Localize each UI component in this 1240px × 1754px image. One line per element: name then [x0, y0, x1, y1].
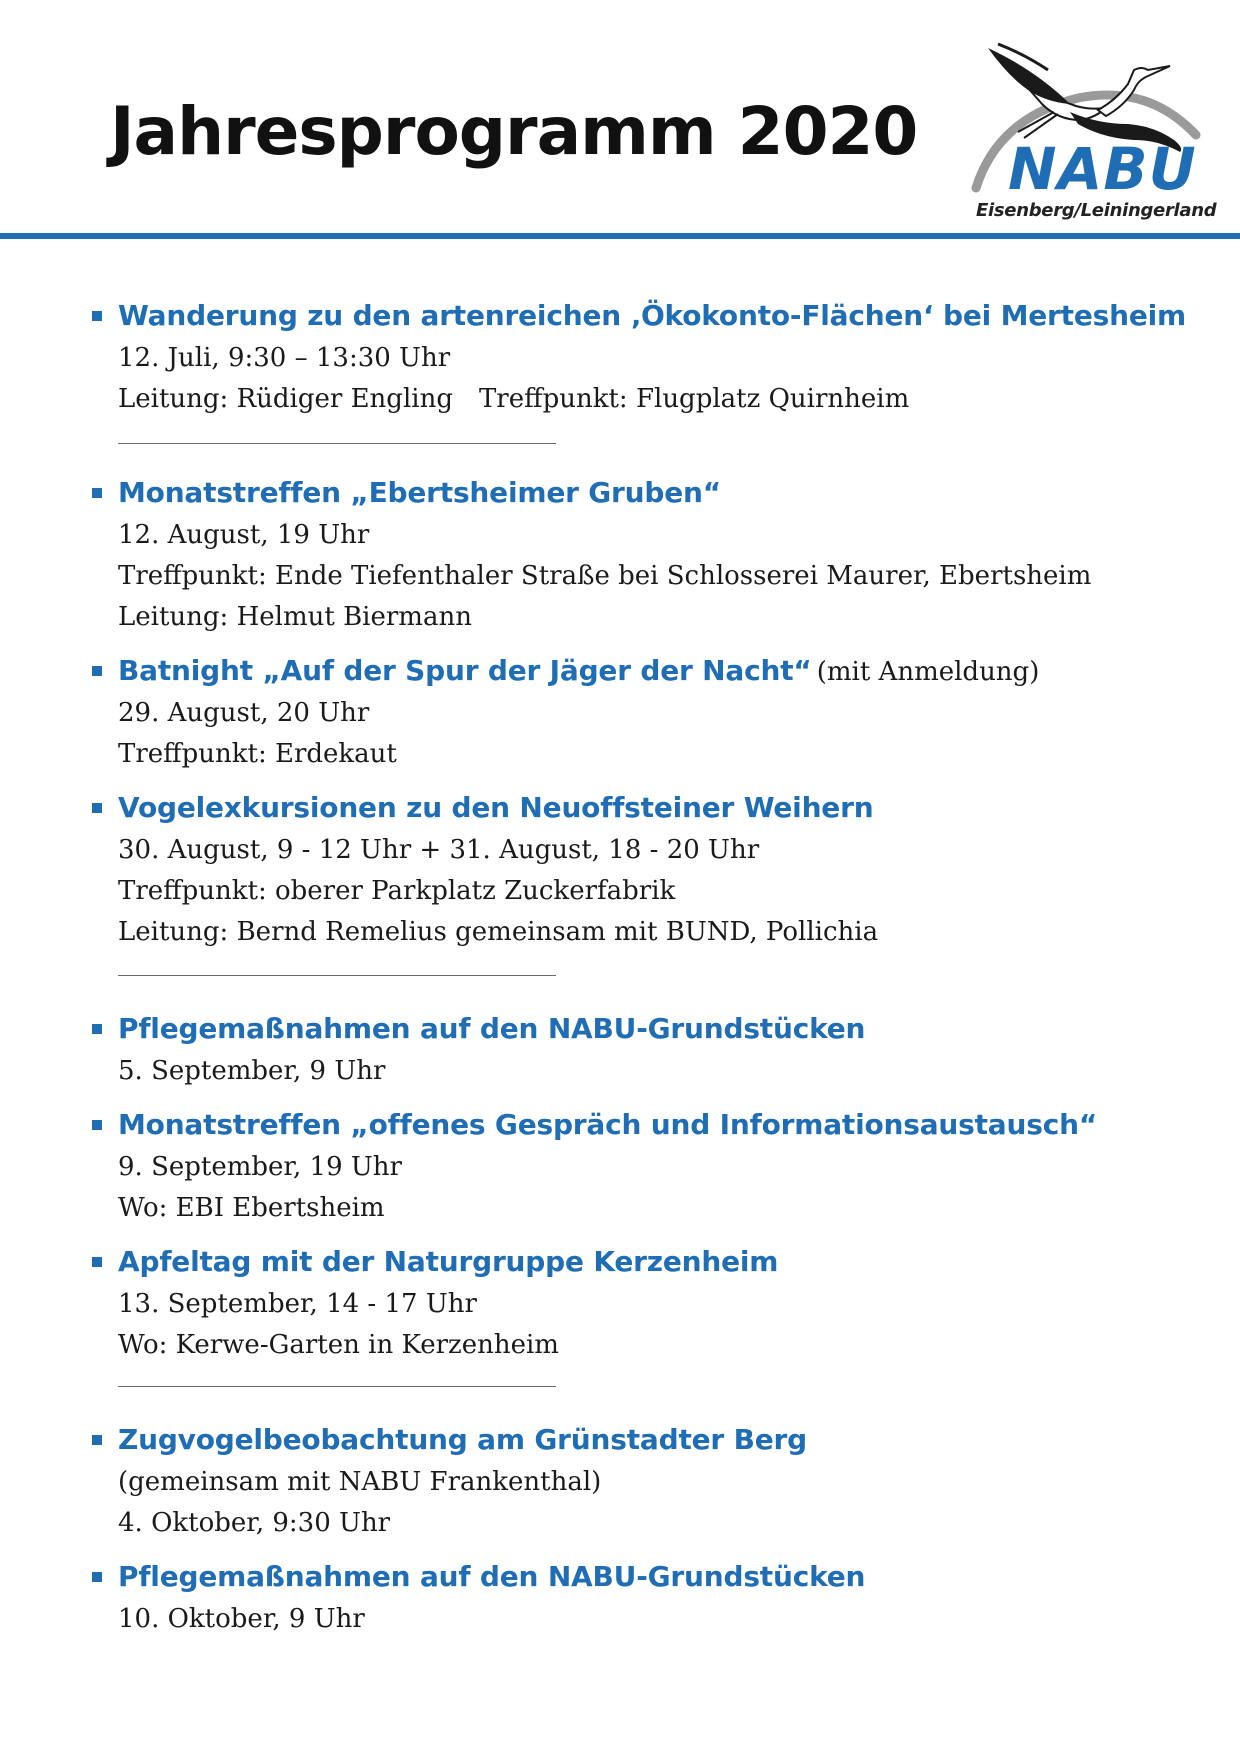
event-item — [92, 471, 1222, 638]
event-title: Pflegemaßnahmen auf den NABU-Grundstücken — [118, 1560, 866, 1593]
logo-wordmark: NABU — [1008, 135, 1197, 203]
event-date: 10. Oktober, 9 Uhr — [118, 1604, 365, 1634]
event-location: Wo: Kerwe-Garten in Kerzenheim — [118, 1330, 559, 1360]
event-leitung: Leitung: Helmut Biermann — [118, 602, 472, 632]
event-leitung: Leitung: Rüdiger Engling — [118, 384, 453, 414]
event-title: Vogelexkursionen zu den Neuoffsteiner Weihern — [118, 791, 874, 824]
event-header — [92, 1103, 1222, 1147]
event-leitung: Leitung: Bernd Remelius gemeinsam mit BUND, Pollichia — [118, 917, 879, 947]
event-date: 5. September, 9 Uhr — [118, 1056, 386, 1086]
event-location: Wo: EBI Ebertsheim — [118, 1193, 385, 1223]
event-header — [92, 649, 1222, 693]
event-title: Pflegemaßnahmen auf den NABU-Grundstücken — [118, 1012, 866, 1045]
bullet-icon — [92, 1120, 102, 1130]
bullet-icon — [92, 1572, 102, 1582]
separator-line — [118, 443, 556, 444]
event-note: (mit Anmeldung) — [816, 657, 1040, 687]
bullet-icon — [92, 1024, 102, 1034]
event-title: Apfeltag mit der Naturgruppe Kerzenheim — [118, 1245, 779, 1278]
event-date: 9. September, 19 Uhr — [118, 1152, 402, 1182]
event-details — [92, 379, 1222, 420]
event-date: 30. August, 9 - 12 Uhr + 31. August, 18 - 20 Uhr — [118, 835, 760, 865]
event-header — [92, 294, 1222, 338]
event-date: 12. Juli, 9:30 – 13:30 Uhr — [118, 343, 451, 373]
bullet-icon — [92, 311, 102, 321]
event-date: 4. Oktober, 9:30 Uhr — [118, 1508, 391, 1538]
event-header — [92, 1555, 1222, 1599]
event-item — [92, 1418, 1222, 1544]
event-location: Treffpunkt: Erdekaut — [118, 739, 397, 769]
event-header — [92, 1240, 1222, 1284]
event-date: 12. August, 19 Uhr — [118, 520, 370, 550]
event-note: (gemeinsam mit NABU Frankenthal) — [118, 1467, 602, 1497]
separator-line — [118, 975, 556, 976]
event-date: 13. September, 14 - 17 Uhr — [118, 1289, 477, 1319]
event-header — [92, 786, 1222, 830]
event-date: 29. August, 20 Uhr — [118, 698, 370, 728]
event-title: Wanderung zu den artenreichen ‚Ökokonto-Flächen‘ bei Mertesheim — [118, 299, 1186, 332]
logo-subtitle: Eisenberg/Leiningerland — [976, 200, 1217, 221]
event-title: Monatstreffen „Ebertsheimer Gruben“ — [118, 476, 721, 509]
bullet-icon — [92, 666, 102, 676]
event-item — [92, 1007, 1222, 1092]
event-location: Treffpunkt: Ende Tiefenthaler Straße bei Schlosserei Maurer, Ebertsheim — [118, 561, 1092, 591]
event-title: Monatstreffen „offenes Gespräch und Informationsaustausch“ — [118, 1108, 1098, 1141]
event-title: Batnight „Auf der Spur der Jäger der Nacht“ — [118, 654, 812, 687]
bullet-icon — [92, 1257, 102, 1267]
event-item — [92, 1555, 1222, 1640]
bullet-icon — [92, 488, 102, 498]
event-header — [92, 1007, 1222, 1051]
event-header — [92, 1418, 1222, 1462]
bullet-icon — [92, 1435, 102, 1445]
event-treffpunkt: Treffpunkt: Flugplatz Quirnheim — [478, 384, 910, 414]
separator-line — [118, 1386, 556, 1387]
page-title: Jahresprogramm 2020 — [110, 93, 918, 170]
event-location: Treffpunkt: oberer Parkplatz Zuckerfabrik — [118, 876, 676, 906]
event-header — [92, 471, 1222, 515]
event-item — [92, 649, 1222, 775]
event-item — [92, 1240, 1222, 1366]
event-item — [92, 294, 1222, 420]
event-title: Zugvogelbeobachtung am Grünstadter Berg — [118, 1423, 807, 1456]
event-item — [92, 786, 1222, 953]
bullet-icon — [92, 803, 102, 813]
event-item — [92, 1103, 1222, 1229]
